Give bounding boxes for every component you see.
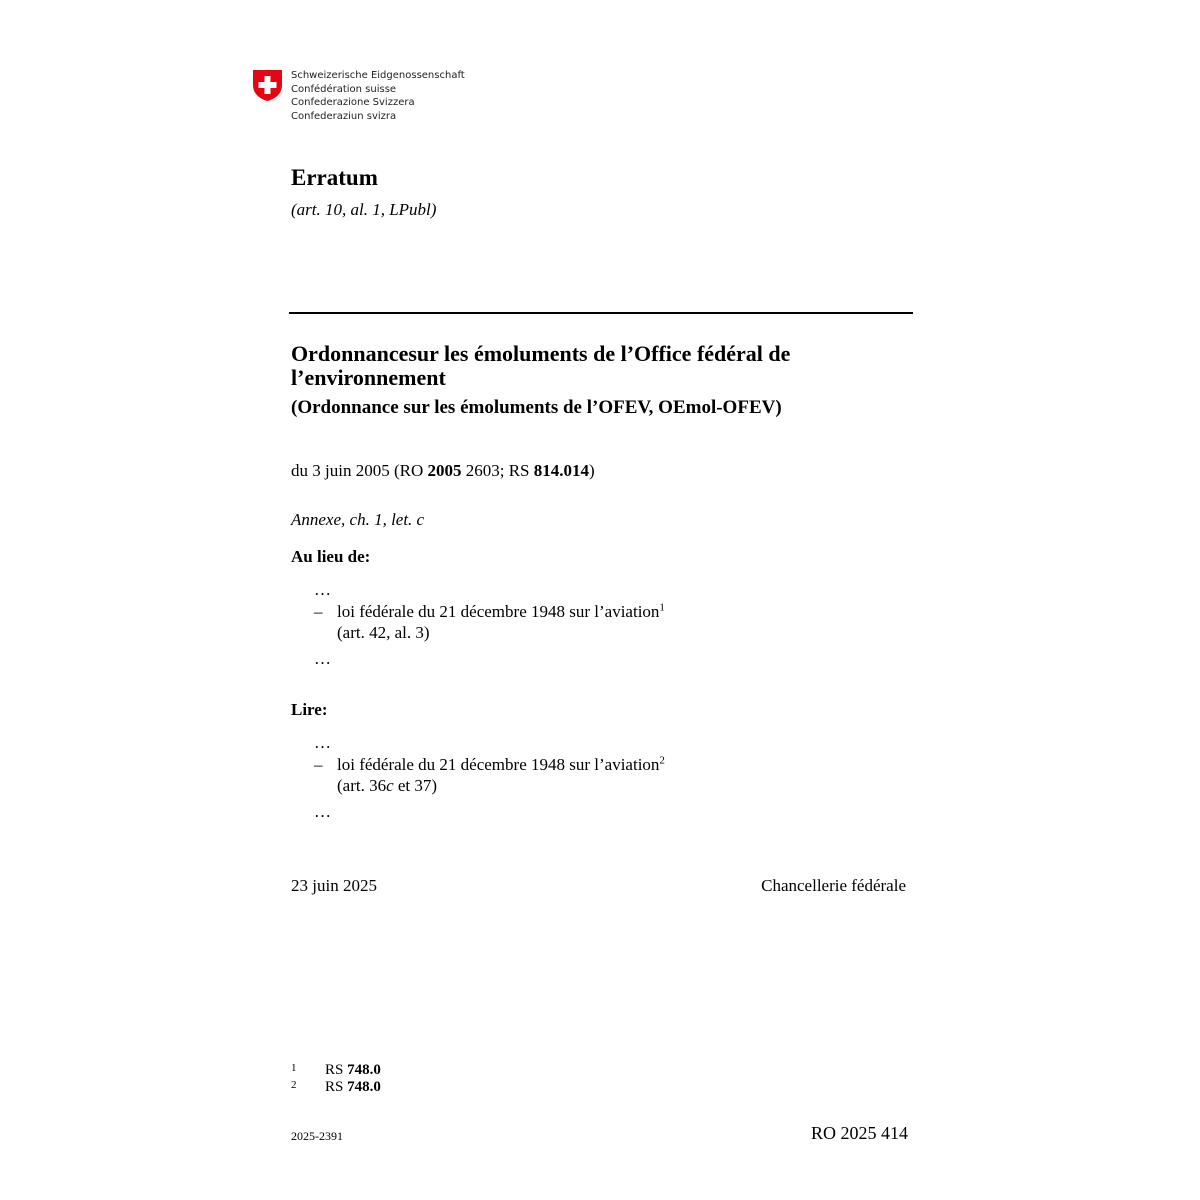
act-date	[291, 461, 595, 481]
footnote-value: 748.0	[347, 1062, 381, 1078]
ro-page: 2603; RS	[461, 461, 534, 480]
rs-number: 814.014	[533, 461, 590, 480]
confederation-name-it: Confederazione Svizzera	[291, 97, 415, 109]
act-date-suffix: )	[589, 461, 595, 480]
list-dash: –	[314, 602, 323, 621]
act-short-title: (Ordonnance sur les émoluments de l’OFEV, OEmol-OFEV)	[291, 397, 782, 418]
confederation-name-fr: Confédération suisse	[291, 83, 397, 95]
instead-of-heading: Au lieu de:	[291, 547, 371, 566]
footnote-text	[325, 1079, 381, 1096]
confederation-name-de: Schweizerische Eidgenossenschaft	[291, 70, 465, 81]
confederation-names	[291, 69, 465, 124]
read-heading: Lire:	[291, 700, 328, 719]
article-reference: (art. 42, al. 3)	[337, 623, 430, 642]
article-letter: c	[386, 776, 394, 795]
footnote-ref[interactable]: 2	[659, 754, 665, 767]
erratum-legal-basis: (art. 10, al. 1, LPubl)	[291, 200, 437, 219]
footnote-text	[325, 1062, 381, 1079]
ro-year: 2005	[427, 461, 462, 480]
signature-date: 23 juin 2025	[291, 876, 377, 895]
ellipsis: …	[314, 733, 331, 752]
article-prefix: (art. 36	[337, 776, 387, 795]
act-title: Ordonnancesur les émoluments de l’Office fédéral de l’environnement	[291, 341, 791, 390]
list-dash: –	[314, 755, 323, 774]
list-item-text: loi fédérale du 21 décembre 1948 sur l’aviation	[337, 602, 660, 621]
footnote-ref[interactable]: 1	[659, 601, 665, 614]
footnote-value: 748.0	[347, 1079, 381, 1095]
footnote-prefix: RS	[325, 1062, 348, 1078]
footnote-number: 2	[291, 1079, 297, 1091]
list-item	[337, 602, 665, 622]
article-reference	[337, 776, 437, 796]
article-suffix: et 37)	[393, 776, 438, 795]
act-date-prefix: du 3 juin 2005 (RO	[291, 461, 428, 480]
list-item-text: loi fédérale du 21 décembre 1948 sur l’aviation	[337, 755, 660, 774]
divider	[289, 312, 913, 314]
ellipsis: …	[314, 649, 331, 668]
footnote-prefix: RS	[325, 1079, 348, 1095]
confederation-name-rm: Confederaziun svizra	[291, 111, 397, 123]
ellipsis: …	[314, 802, 331, 821]
swiss-cross-icon	[252, 69, 283, 102]
footnote-number: 1	[291, 1062, 297, 1074]
annex-reference: Annexe, ch. 1, let. c	[291, 510, 425, 529]
document-number: 2025-2391	[291, 1129, 343, 1143]
ellipsis: …	[314, 580, 331, 599]
list-item	[337, 755, 665, 775]
ro-number: RO 2025 414	[810, 1123, 908, 1143]
erratum-title: Erratum	[291, 165, 378, 190]
signature-authority: Chancellerie fédérale	[761, 876, 906, 895]
